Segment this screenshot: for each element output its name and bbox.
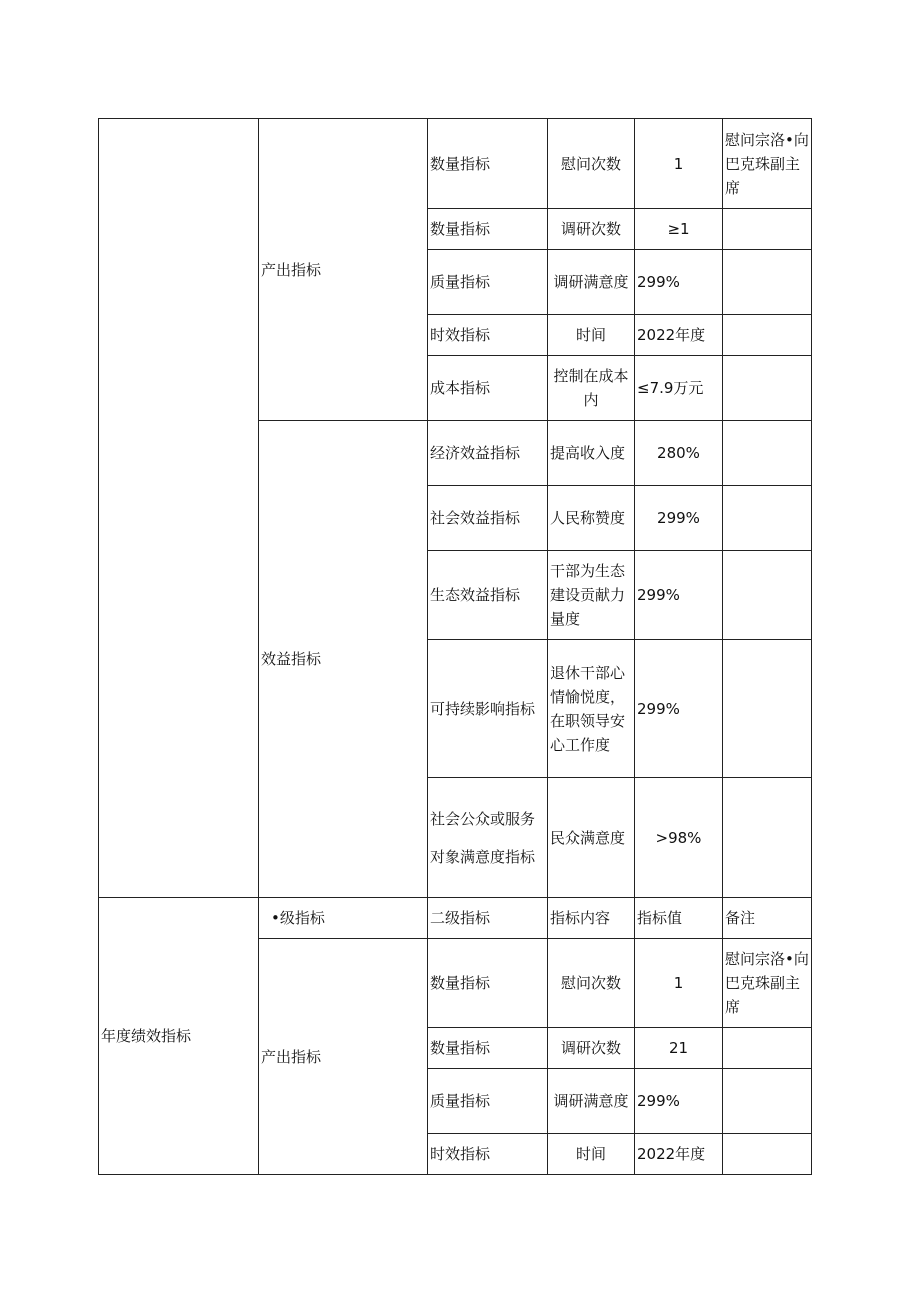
content-cell: 控制在成本内 (548, 356, 635, 421)
note-cell (723, 551, 812, 640)
content-cell: 时间 (548, 1134, 635, 1175)
note-cell (723, 250, 812, 315)
empty-cell (99, 119, 259, 898)
header-content: 指标内容 (548, 898, 635, 939)
value-cell: ≥1 (635, 209, 723, 250)
level2-cell: 可持续影响指标 (428, 640, 548, 778)
performance-table (98, 118, 812, 1175)
level1-cell: 产出指标 (259, 939, 428, 1175)
level2-cell: 数量指标 (428, 1028, 548, 1069)
content-cell: 时间 (548, 315, 635, 356)
value-cell: 21 (635, 1028, 723, 1069)
note-cell: 慰问宗洛•向巴克珠副主席 (723, 939, 812, 1028)
level2-cell: 社会效益指标 (428, 486, 548, 551)
level2-cell: 数量指标 (428, 119, 548, 209)
level1-cell: 产出指标 (259, 119, 428, 421)
value-cell: 299% (635, 250, 723, 315)
note-cell (723, 1134, 812, 1175)
note-cell (723, 356, 812, 421)
value-cell: >98% (635, 778, 723, 898)
level2-cell: 质量指标 (428, 1069, 548, 1134)
table-row (99, 119, 812, 209)
value-cell: 299% (635, 486, 723, 551)
note-cell (723, 778, 812, 898)
content-cell: 民众满意度 (548, 778, 635, 898)
level2-cell: 数量指标 (428, 209, 548, 250)
header-note: 备注 (723, 898, 812, 939)
value-cell: 1 (635, 119, 723, 209)
content-cell: 调研次数 (548, 209, 635, 250)
value-cell: 2022年度 (635, 1134, 723, 1175)
note-cell (723, 315, 812, 356)
level2-cell: 生态效益指标 (428, 551, 548, 640)
value-cell: 299% (635, 551, 723, 640)
content-cell: 慰问次数 (548, 119, 635, 209)
value-cell: ≤7.9万元 (635, 356, 723, 421)
content-cell: 干部为生态建设贡献力量度 (548, 551, 635, 640)
content-cell: 调研次数 (548, 1028, 635, 1069)
value-cell: 1 (635, 939, 723, 1028)
level2-cell: 时效指标 (428, 315, 548, 356)
note-cell (723, 1069, 812, 1134)
note-cell (723, 486, 812, 551)
level2-cell: 社会公众或服务对象满意度指标 (428, 778, 548, 898)
level2-cell: 时效指标 (428, 1134, 548, 1175)
note-cell (723, 1028, 812, 1069)
value-cell: 280% (635, 421, 723, 486)
header-level2: 二级指标 (428, 898, 548, 939)
level2-cell: 成本指标 (428, 356, 548, 421)
note-cell (723, 209, 812, 250)
note-cell (723, 421, 812, 486)
value-cell: 299% (635, 1069, 723, 1134)
value-cell: 299% (635, 640, 723, 778)
content-cell: 调研满意度 (548, 250, 635, 315)
level1-cell: 效益指标 (259, 421, 428, 898)
annual-indicator-label: 年度绩效指标 (99, 898, 259, 1175)
value-cell: 2022年度 (635, 315, 723, 356)
content-cell: 慰问次数 (548, 939, 635, 1028)
content-cell: 提高收入度 (548, 421, 635, 486)
note-cell: 慰问宗洛•向巴克珠副主席 (723, 119, 812, 209)
note-cell (723, 640, 812, 778)
level2-cell: 数量指标 (428, 939, 548, 1028)
table-row (99, 898, 812, 939)
content-cell: 人民称赞度 (548, 486, 635, 551)
header-level1: •级指标 (259, 898, 428, 939)
content-cell: 调研满意度 (548, 1069, 635, 1134)
content-cell: 退休干部心情愉悦度，在职领导安心工作度 (548, 640, 635, 778)
header-value: 指标值 (635, 898, 723, 939)
level2-cell: 质量指标 (428, 250, 548, 315)
level2-cell: 经济效益指标 (428, 421, 548, 486)
